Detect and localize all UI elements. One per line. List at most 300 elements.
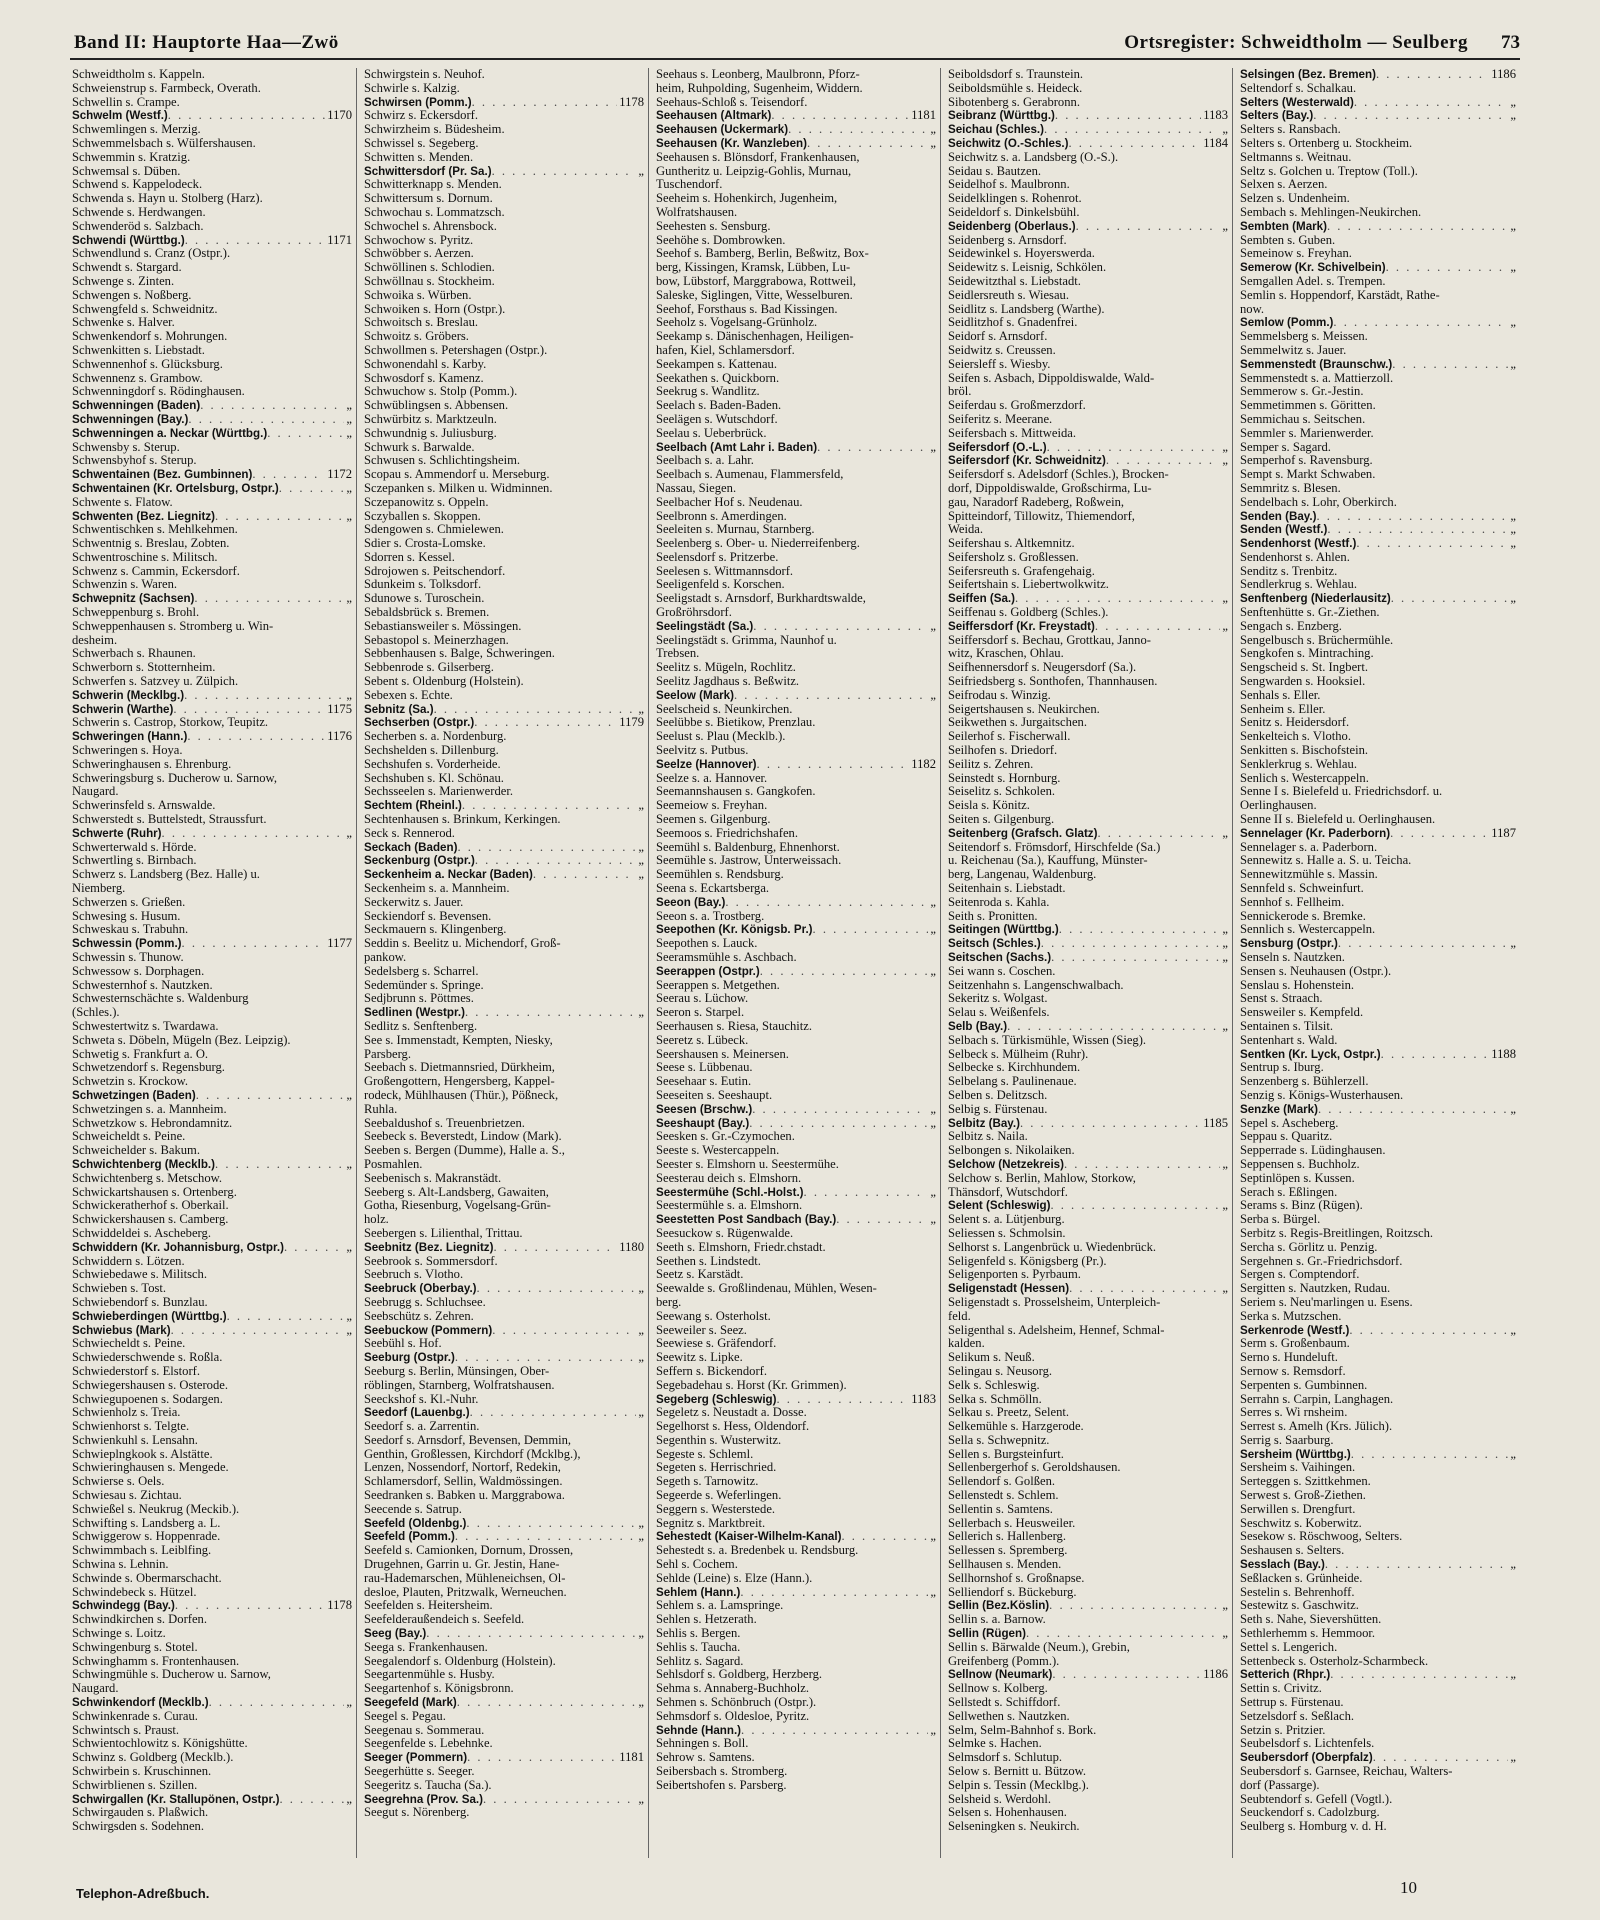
entry-place-name: Senlich s. Westercappeln. <box>1240 771 1369 785</box>
register-entry <box>1238 275 1520 289</box>
register-entry <box>362 482 648 496</box>
register-entry <box>362 951 648 965</box>
register-entry <box>362 634 648 648</box>
register-entry <box>70 192 356 206</box>
register-entry <box>654 1420 940 1434</box>
entry-place-name: Schweichelder s. Bakum. <box>72 1144 201 1158</box>
entry-place-name: Seebeck s. Beverstedt, Lindow (Mark). <box>364 1130 562 1144</box>
register-entry <box>70 1806 356 1820</box>
entry-place-name: Seligenstadt (Hessen) <box>948 1282 1070 1296</box>
entry-place-name: Seehesten s. Sensburg. <box>656 219 771 233</box>
entry-place-name: Schwinkenrade s. Curau. <box>72 1709 198 1723</box>
entry-page-ref: „ <box>346 1087 352 1102</box>
entry-place-name: Seelbronn s. Amerdingen. <box>656 509 787 523</box>
register-entry <box>362 620 648 634</box>
entry-place-name: Serm s. Großenbaum. <box>1240 1337 1350 1351</box>
entry-place-name: Seegefeld (Mark) <box>364 1696 457 1710</box>
register-entry <box>362 385 648 399</box>
entry-page-ref: „ <box>1510 1750 1516 1765</box>
register-entry <box>654 730 940 744</box>
entry-place-name: Seelach s. Baden-Baden. <box>656 399 782 413</box>
entry-place-name: Schwirle s. Kalzig. <box>364 81 460 95</box>
register-entry <box>654 1641 940 1655</box>
entry-place-name: Seeligstadt s. Arnsdorf, Burkhardtswalde, <box>656 592 866 606</box>
entry-place-name: Sercha s. Görlitz u. Penzig. <box>1240 1240 1378 1254</box>
entry-place-name: rau-Hademarschen, Mühleneichsen, Ol- <box>364 1571 566 1585</box>
register-entry <box>1238 220 1520 234</box>
register-entry <box>654 1517 940 1531</box>
entry-place-name: Seckerwitz s. Jauer. <box>364 895 464 909</box>
entry-page-ref: „ <box>1222 1198 1228 1213</box>
entry-page-ref: „ <box>1510 508 1516 523</box>
register-entry <box>654 1282 940 1296</box>
register-entry <box>1238 1351 1520 1365</box>
entry-place-name: Semlow (Pomm.) <box>1240 316 1334 330</box>
entry-page-ref: „ <box>1222 122 1228 137</box>
entry-place-name: Seidelklingen s. Rohenrot. <box>948 192 1082 206</box>
entry-place-name: Schwöllinen s. Schlodien. <box>364 261 495 275</box>
leader-dots <box>466 1517 636 1531</box>
register-entry <box>1238 1517 1520 1531</box>
register-entry <box>946 1710 1232 1724</box>
footer-publication: Telephon-Adreßbuch. <box>76 1886 210 1901</box>
register-entry <box>946 344 1232 358</box>
register-entry <box>654 1448 940 1462</box>
leader-dots <box>252 468 325 482</box>
entry-place-name: rodeck, Mühlhausen (Thür.), Pößneck, <box>364 1088 559 1102</box>
register-entry <box>946 1751 1232 1765</box>
entry-page-ref: „ <box>930 1184 936 1199</box>
entry-place-name: Schwenningen a. Neckar (Württbg.) <box>72 426 268 440</box>
register-entry <box>70 896 356 910</box>
register-entry <box>654 1379 940 1393</box>
leader-dots <box>757 758 910 772</box>
register-entry <box>70 537 356 551</box>
register-entry <box>70 606 356 620</box>
entry-place-name: Seerhausen s. Riesa, Stauchitz. <box>656 1019 812 1033</box>
entry-place-name: Schwengfeld s. Schweidnitz. <box>72 302 218 316</box>
leader-dots <box>1373 1751 1509 1765</box>
entry-place-name: Seehöhe s. Dombrowken. <box>656 233 786 247</box>
entry-page-ref: „ <box>930 894 936 909</box>
entry-place-name: Sembach s. Mehlingen-Neukirchen. <box>1240 205 1422 219</box>
register-entry <box>946 1282 1232 1296</box>
entry-place-name: Serba s. Bürgel. <box>1240 1213 1321 1227</box>
leader-dots <box>741 1724 928 1738</box>
entry-place-name: Serwillen s. Drengfurt. <box>1240 1502 1356 1516</box>
entry-place-name: Großröhrsdorf. <box>656 606 732 620</box>
entry-page-ref: „ <box>930 963 936 978</box>
leader-dots <box>1333 316 1508 330</box>
leader-dots <box>841 1530 928 1544</box>
entry-place-name: Schwichtenberg s. Metschow. <box>72 1171 223 1185</box>
entry-place-name: Sdier s. Crosta-Lomske. <box>364 537 486 551</box>
entry-place-name: Seilerhof s. Fischerwall. <box>948 730 1071 744</box>
register-entry <box>70 289 356 303</box>
leader-dots <box>194 592 344 606</box>
register-entry <box>946 1793 1232 1807</box>
entry-place-name: Sebastiansweiler s. Mössingen. <box>364 619 522 633</box>
register-entry <box>362 841 648 855</box>
register-entry <box>1238 358 1520 372</box>
entry-place-name: Sengach s. Enzberg. <box>1240 619 1342 633</box>
register-entry <box>70 620 356 634</box>
entry-place-name: Seltendorf s. Schalkau. <box>1240 81 1357 95</box>
entry-place-name: Seefelderaußendeich s. Seefeld. <box>364 1613 525 1627</box>
register-entry <box>1238 523 1520 537</box>
register-entry <box>362 1530 648 1544</box>
register-entry <box>654 1337 940 1351</box>
register-entry <box>946 1061 1232 1075</box>
entry-place-name: Seckiendorf s. Bevensen. <box>364 909 492 923</box>
entry-place-name: Seckmauern s. Klingenberg. <box>364 923 507 937</box>
register-entry <box>654 1586 940 1600</box>
entry-place-name: Sehlsdorf s. Goldberg, Herzberg. <box>656 1668 823 1682</box>
entry-page-ref: „ <box>1222 453 1228 468</box>
entry-place-name: Seth s. Nahe, Sievershütten. <box>1240 1613 1382 1627</box>
leader-dots <box>215 510 344 524</box>
entry-place-name: Semmenstedt (Braunschw.) <box>1240 357 1393 371</box>
entry-place-name: Seeheim s. Hohenkirch, Jugenheim, <box>656 192 838 206</box>
register-entry <box>362 1475 648 1489</box>
entry-page-ref: „ <box>930 1722 936 1737</box>
entry-page-ref: „ <box>930 1101 936 1116</box>
entry-place-name: Seehaus-Schloß s. Teisendorf. <box>656 95 808 109</box>
entry-place-name: Seschwitz s. Koberwitz. <box>1240 1516 1362 1530</box>
entry-place-name: Seega s. Frankenhausen. <box>364 1640 488 1654</box>
entry-place-name: Sdrojowen s. Peitschendorf. <box>364 564 506 578</box>
entry-place-name: Schwochau s. Lommatzsch. <box>364 205 505 219</box>
register-entry <box>70 1572 356 1586</box>
entry-place-name: Senst s. Straach. <box>1240 992 1323 1006</box>
leader-dots <box>771 109 909 123</box>
register-entry <box>70 137 356 151</box>
entry-place-name: Seikwethen s. Jurgaitschen. <box>948 716 1087 730</box>
entry-place-name: Seddin s. Beelitz u. Michendorf, Groß- <box>364 937 561 951</box>
register-entry <box>70 689 356 703</box>
register-entry <box>70 854 356 868</box>
leader-dots <box>760 965 929 979</box>
entry-place-name: Selzen s. Undenheim. <box>1240 192 1350 206</box>
entry-page-ref: „ <box>1510 1446 1516 1461</box>
register-entry <box>362 247 648 261</box>
entry-place-name: Sehmsdorf s. Oldesloe, Pyritz. <box>656 1709 810 1723</box>
register-entry <box>70 413 356 427</box>
entry-place-name: Schwina s. Lehnin. <box>72 1558 169 1572</box>
entry-page-ref: „ <box>638 1529 644 1544</box>
entry-place-name: Seßlacken s. Grünheide. <box>1240 1571 1363 1585</box>
entry-place-name: Tuschendorf. <box>656 178 723 192</box>
register-entry <box>1238 468 1520 482</box>
entry-place-name: Schwetzingen s. a. Mannheim. <box>72 1102 227 1116</box>
entry-page-ref: 1181 <box>619 1750 644 1765</box>
leader-dots <box>457 1696 637 1710</box>
register-entry <box>362 1517 648 1531</box>
leader-dots <box>1349 1324 1508 1338</box>
register-entry <box>70 1158 356 1172</box>
entry-place-name: Sedelsberg s. Scharrel. <box>364 964 479 978</box>
register-entry <box>1238 1682 1520 1696</box>
register-entry <box>362 1282 648 1296</box>
entry-place-name: Schwoitz s. Gröbers. <box>364 330 469 344</box>
entry-place-name: Sesslach (Bay.) <box>1240 1558 1325 1572</box>
entry-page-ref: „ <box>930 1584 936 1599</box>
entry-place-name: Seubersdorf s. Garnsee, Reichau, Walters- <box>1240 1765 1453 1779</box>
register-entry <box>1238 1586 1520 1600</box>
register-entry <box>70 1296 356 1310</box>
register-entry <box>1238 1089 1520 1103</box>
entry-place-name: Selbach s. Türkismühle, Wissen (Sieg). <box>948 1033 1147 1047</box>
entry-page-ref: 1177 <box>327 936 352 951</box>
register-entry <box>70 1186 356 1200</box>
entry-place-name: Seidwitz s. Creussen. <box>948 343 1056 357</box>
register-entry <box>654 1296 940 1310</box>
register-entry <box>1238 1034 1520 1048</box>
entry-place-name: Sellin s. a. Barnow. <box>948 1613 1046 1627</box>
register-entry <box>654 703 940 717</box>
entry-place-name: Seegut s. Nörenberg. <box>364 1806 470 1820</box>
entry-place-name: Schwendlund s. Cranz (Ostpr.). <box>72 247 231 261</box>
entry-page-ref: 1176 <box>327 729 352 744</box>
register-entry <box>946 303 1232 317</box>
entry-place-name: Seerappen s. Metgethen. <box>656 978 780 992</box>
register-entry <box>946 744 1232 758</box>
register-entry <box>70 247 356 261</box>
register-entry <box>946 1655 1232 1669</box>
register-entry <box>946 1324 1232 1338</box>
entry-place-name: Seshausen s. Selters. <box>1240 1544 1345 1558</box>
entry-place-name: Seelvitz s. Putbus. <box>656 744 749 758</box>
entry-place-name: Seegalendorf s. Oldenburg (Holstein). <box>364 1654 556 1668</box>
register-entry <box>362 303 648 317</box>
entry-place-name: Sentainen s. Tilsit. <box>1240 1019 1334 1033</box>
register-entry <box>1238 1544 1520 1558</box>
register-column-3 <box>654 68 941 1858</box>
register-entry <box>946 68 1232 82</box>
entry-place-name: Schwerte (Ruhr) <box>72 826 162 840</box>
entry-place-name: Seideldorf s. Dinkelsbühl. <box>948 205 1080 219</box>
entry-place-name: Seiboldsmühle s. Heideck. <box>948 81 1083 95</box>
register-entry <box>1238 1172 1520 1186</box>
register-entry <box>946 316 1232 330</box>
register-entry <box>362 703 648 717</box>
entry-place-name: Guntheritz u. Leipzig-Gohlis, Murnau, <box>656 164 852 178</box>
leader-dots <box>1386 261 1509 275</box>
register-entry <box>70 1434 356 1448</box>
register-entry <box>946 165 1232 179</box>
register-entry <box>654 592 940 606</box>
register-entry <box>654 606 940 620</box>
entry-place-name: Seltmanns s. Weitnau. <box>1240 150 1352 164</box>
register-entry <box>1238 1144 1520 1158</box>
entry-place-name: Schwürbitz s. Marktzeuln. <box>364 412 497 426</box>
register-entry <box>654 1158 940 1172</box>
register-entry <box>946 1296 1232 1310</box>
entry-place-name: Seggern s. Westerstede. <box>656 1502 776 1516</box>
register-entry <box>654 923 940 937</box>
entry-page-ref: „ <box>930 122 936 137</box>
register-entry <box>70 316 356 330</box>
entry-place-name: now. <box>1240 302 1265 316</box>
entry-place-name: Schwentroschine s. Militsch. <box>72 550 218 564</box>
entry-place-name: Senklerkrug s. Wehlau. <box>1240 757 1357 771</box>
entry-place-name: Schwienhorst s. Telgte. <box>72 1420 190 1434</box>
entry-place-name: Seemannshausen s. Gangkofen. <box>656 785 816 799</box>
entry-place-name: Schwente s. Flatow. <box>72 495 173 509</box>
register-entry <box>1238 137 1520 151</box>
entry-place-name: Seith s. Pronitten. <box>948 909 1038 923</box>
entry-place-name: Seeth s. Elmshorn, Friedr.chstadt. <box>656 1240 826 1254</box>
register-entry <box>362 992 648 1006</box>
register-entry <box>362 178 648 192</box>
entry-place-name: Thänsdorf, Wutschdorf. <box>948 1185 1068 1199</box>
register-entry <box>946 1586 1232 1600</box>
entry-place-name: u. Reichenau (Sa.), Kauffung, Münster- <box>948 854 1148 868</box>
entry-place-name: Schwiecheldt s. Peine. <box>72 1337 186 1351</box>
register-entry <box>362 592 648 606</box>
entry-place-name: Selliendorf s. Bückeburg. <box>948 1585 1077 1599</box>
entry-page-ref: „ <box>346 480 352 495</box>
entry-place-name: Seilitz s. Zehren. <box>948 757 1034 771</box>
register-entry <box>1238 1724 1520 1738</box>
register-entry <box>654 565 940 579</box>
entry-place-name: Segeste s. Schleml. <box>656 1447 754 1461</box>
entry-place-name: hafen, Kiel, Schlamersdorf. <box>656 343 795 357</box>
entry-place-name: Schwellin s. Crampe. <box>72 95 180 109</box>
entry-place-name: Seelbach (Amt Lahr i. Baden) <box>656 440 818 454</box>
register-entry <box>946 703 1232 717</box>
entry-place-name: Schwintsch s. Praust. <box>72 1723 180 1737</box>
entry-place-name: Seester s. Elmshorn u. Seestermühe. <box>656 1157 839 1171</box>
register-entry <box>654 1461 940 1475</box>
entry-place-name: Seiselitz s. Schkolen. <box>948 785 1056 799</box>
leader-dots <box>426 1627 636 1641</box>
register-entry <box>70 496 356 510</box>
entry-place-name: Seckenheim s. a. Mannheim. <box>364 882 510 896</box>
entry-place-name: Seena s. Eckartsberga. <box>656 882 770 896</box>
register-entry <box>654 1489 940 1503</box>
register-entry <box>1238 730 1520 744</box>
entry-place-name: Senseln s. Nautzken. <box>1240 951 1345 964</box>
entry-place-name: Schwesternhof s. Nautzken. <box>72 978 213 992</box>
entry-place-name: Schweppenhausen s. Stromberg u. Win- <box>72 619 274 633</box>
entry-place-name: Schwerinsfeld s. Arnswalde. <box>72 799 216 813</box>
leader-dots <box>284 1241 344 1255</box>
entry-place-name: Schwirblienen s. Szillen. <box>72 1778 198 1792</box>
register-entry <box>654 68 940 82</box>
entry-place-name: Sehestedt (Kaiser-Wilhelm-Kanal) <box>656 1530 842 1544</box>
entry-place-name: Sellwethen s. Nautzken. <box>948 1709 1070 1723</box>
register-entry <box>1238 399 1520 413</box>
entry-place-name: Semerow (Kr. Schivelbein) <box>1240 261 1386 275</box>
register-entry <box>1238 303 1520 317</box>
register-entry <box>362 261 648 275</box>
register-entry <box>946 510 1232 524</box>
register-entry <box>1238 1310 1520 1324</box>
register-entry <box>362 1172 648 1186</box>
entry-place-name: Selbitz s. Naila. <box>948 1130 1028 1144</box>
entry-place-name: Selk s. Schleswig. <box>948 1378 1040 1392</box>
entry-place-name: Sebbenhausen s. Balge, Schweringen. <box>364 647 555 661</box>
leader-dots <box>465 1006 636 1020</box>
register-entry <box>946 1255 1232 1269</box>
register-column-1 <box>70 68 357 1858</box>
entry-place-name: Seubelsdorf s. Lichtenfels. <box>1240 1737 1375 1751</box>
entry-place-name: Seiffersdorf s. Bechau, Grottkau, Janno- <box>948 633 1151 647</box>
entry-page-ref: „ <box>346 398 352 413</box>
register-entry <box>362 220 648 234</box>
entry-place-name: desheim. <box>72 633 118 647</box>
entry-page-ref: 1186 <box>1491 68 1516 81</box>
entry-place-name: Senne I s. Bielefeld u. Friedrichsdorf. u. <box>1240 785 1443 799</box>
entry-place-name: Semmichau s. Seitschen. <box>1240 412 1366 426</box>
entry-place-name: bow, Lübstorf, Marggrabowa, Rottweil, <box>656 274 857 288</box>
register-entry <box>362 1668 648 1682</box>
entry-place-name: Schwetzin s. Krockow. <box>72 1075 188 1089</box>
entry-place-name: Schwoiken s. Horn (Ostpr.). <box>364 302 506 316</box>
register-entry <box>654 1434 940 1448</box>
entry-place-name: Sehlem s. a. Lamspringe. <box>656 1599 784 1613</box>
entry-place-name: Schwießel s. Neukrug (Meckib.). <box>72 1502 240 1516</box>
entry-place-name: Seppensen s. Buchholz. <box>1240 1157 1360 1171</box>
entry-place-name: Schwollmen s. Petershagen (Ostpr.). <box>364 343 548 357</box>
register-entry <box>654 1351 940 1365</box>
register-entry <box>70 1613 356 1627</box>
register-entry <box>946 1406 1232 1420</box>
register-column-5 <box>1238 68 1520 1858</box>
entry-place-name: Seehof, Forsthaus s. Bad Kissingen. <box>656 302 838 316</box>
register-entry <box>70 1337 356 1351</box>
register-entry <box>70 1034 356 1048</box>
entry-place-name: Schwirsen (Pomm.) <box>364 95 472 109</box>
register-entry <box>946 1434 1232 1448</box>
leader-dots <box>1327 220 1508 234</box>
leader-dots <box>267 427 344 441</box>
entry-place-name: Schwieringhausen s. Mengede. <box>72 1461 229 1475</box>
register-entry <box>946 1517 1232 1531</box>
entry-place-name: Seelitz s. Mügeln, Rochlitz. <box>656 661 796 675</box>
register-entry <box>1238 1448 1520 1462</box>
entry-place-name: Sennelager s. a. Paderborn. <box>1240 840 1378 854</box>
register-entry <box>70 910 356 924</box>
entry-page-ref: „ <box>1222 950 1228 964</box>
register-entry <box>1238 841 1520 855</box>
leader-dots <box>1068 137 1201 151</box>
entry-place-name: Sellnow (Neumark) <box>948 1668 1053 1682</box>
register-entry <box>1238 1103 1520 1117</box>
header-page-number: 73 <box>1501 32 1520 53</box>
entry-place-name: Seedorf s. a. Zarrentin. <box>364 1420 480 1434</box>
entry-place-name: Seebach s. Dietmannsried, Dürkheim, <box>364 1061 555 1075</box>
register-entry <box>946 1806 1232 1820</box>
entry-place-name: Seestetten Post Sandbach (Bay.) <box>656 1213 837 1227</box>
entry-page-ref: „ <box>346 825 352 840</box>
register-entry <box>70 96 356 110</box>
register-entry <box>654 1034 940 1048</box>
register-entry <box>1238 565 1520 579</box>
entry-place-name: Seekrug s. Wandlitz. <box>656 385 760 399</box>
register-entry <box>946 358 1232 372</box>
register-entry <box>946 854 1232 868</box>
entry-place-name: Selbongen s. Nikolaiken. <box>948 1144 1075 1158</box>
entry-place-name: Segelhorst s. Hess, Oldendorf. <box>656 1420 810 1434</box>
entry-place-name: Sechserben (Ostpr.) <box>364 716 475 730</box>
register-entry <box>362 1310 648 1324</box>
entry-place-name: Schwelm (Westf.) <box>72 109 168 123</box>
register-entry <box>1238 1393 1520 1407</box>
register-entry <box>946 330 1232 344</box>
entry-place-name: Selingau s. Neusorg. <box>948 1364 1053 1378</box>
